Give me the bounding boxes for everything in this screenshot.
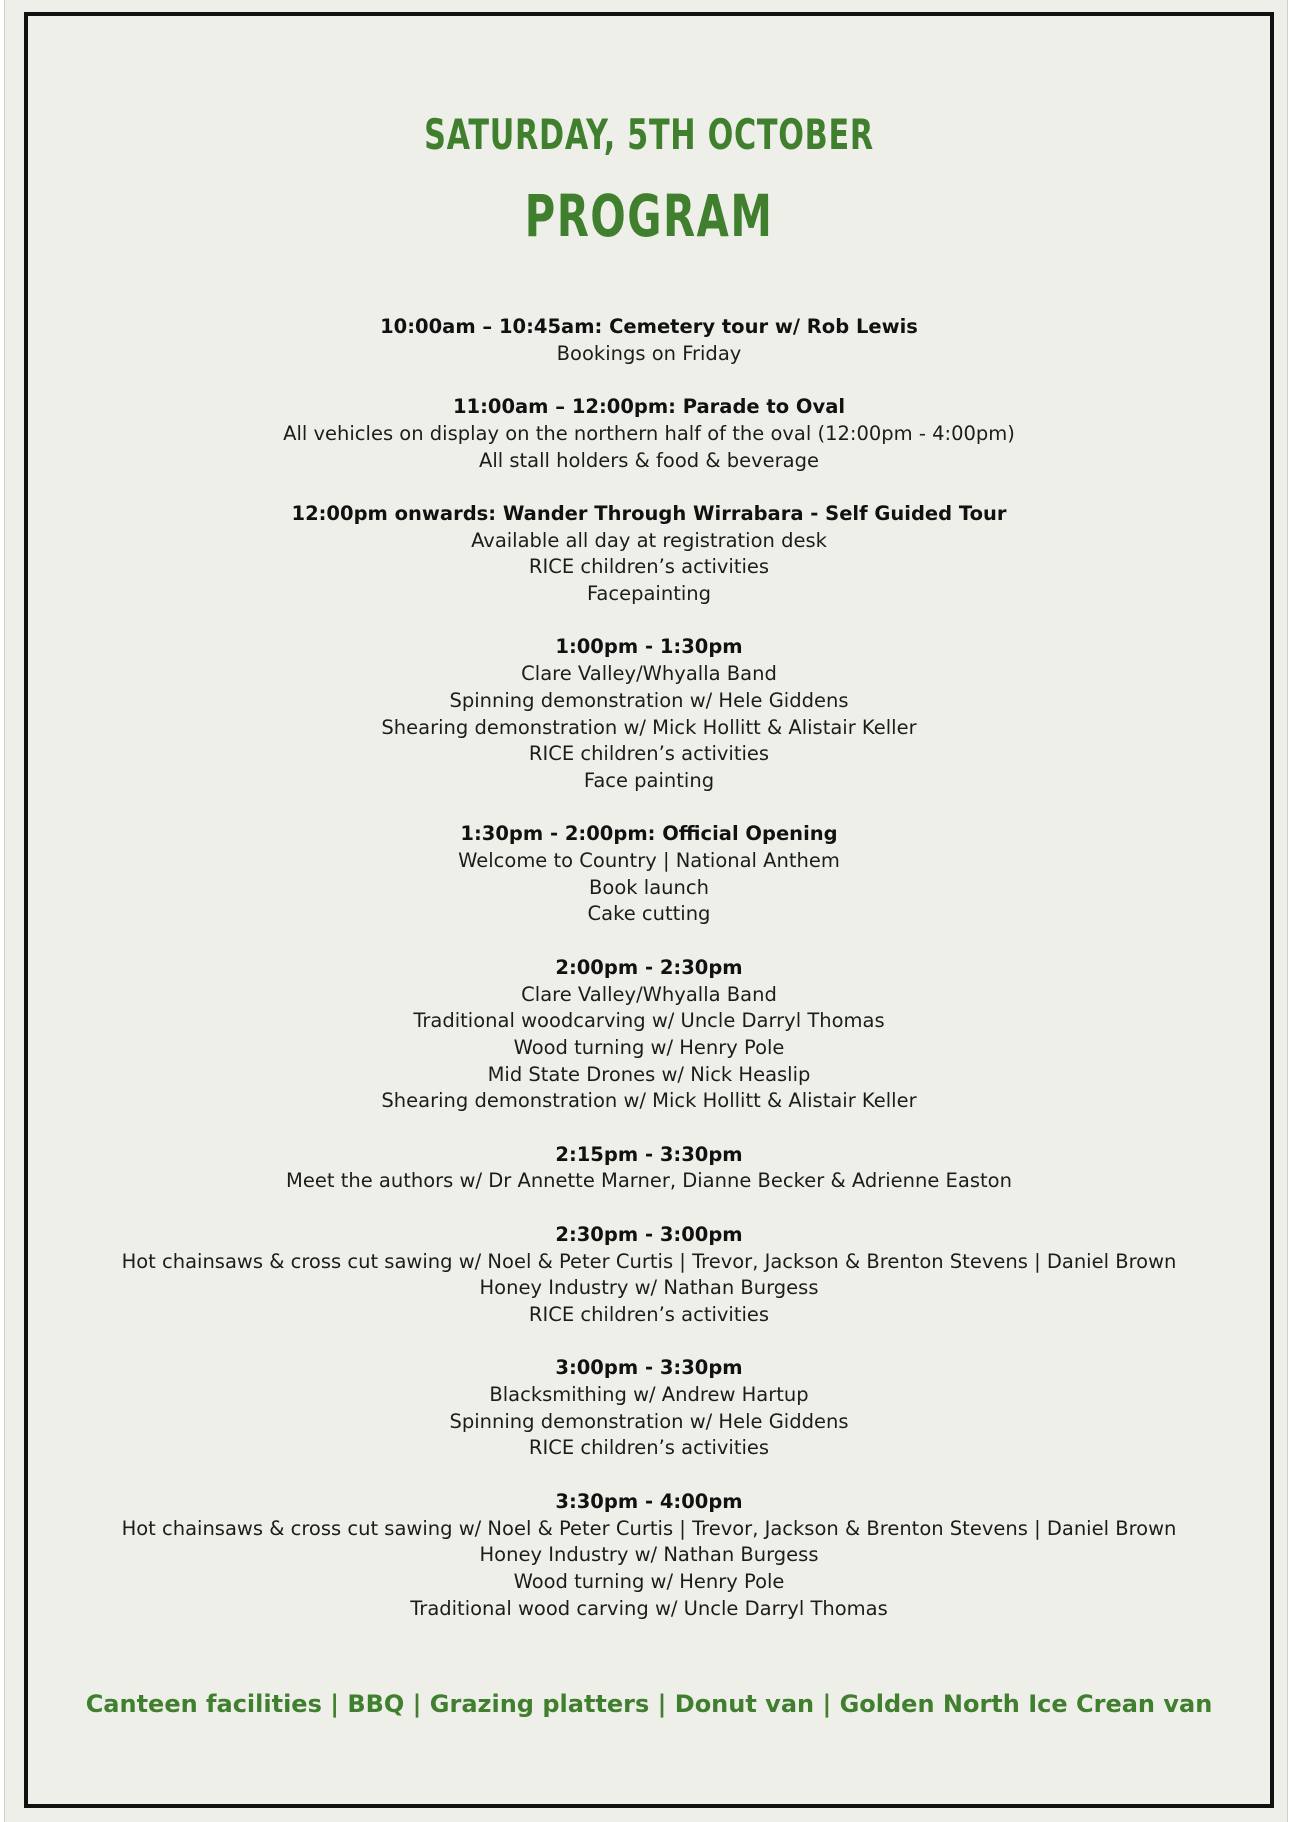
program-title: PROGRAM [524,182,774,250]
schedule-time: 1:00pm - 1:30pm [555,635,743,659]
schedule-item: Meet the authors w/ Dr Annette Marner, Dianne Becker & Adrienne Easton [286,1169,1012,1193]
schedule-item: Facepainting [587,582,711,605]
schedule-block [28,1222,1270,1329]
schedule-time: 2:00pm - 2:30pm [555,955,743,979]
schedule-item: Mid State Drones w/ Nick Heaslip [487,1062,811,1086]
schedule-item: Honey Industry w/ Nathan Burgess [479,1276,819,1300]
schedule-time: 1:30pm - 2:00pm: Official Opening [460,822,838,846]
schedule-item: Hot chainsaws & cross cut sawing w/ Noel & Peter Curtis | Trevor, Jackson & Brenton Stevens | Daniel Brown [121,1249,1177,1273]
schedule-block [28,955,1270,1115]
schedule-item: Traditional woodcarving w/ Uncle Darryl Thomas [413,1009,885,1033]
schedule-block [28,1142,1270,1195]
schedule-item: Wood turning w/ Henry Pole [513,1569,785,1593]
schedule-block [28,314,1270,367]
schedule-item: All vehicles on display on the northern half of the oval (12:00pm - 4:00pm) [283,421,1015,445]
schedule-item: RICE children’s activities [528,742,770,766]
schedule-block [28,1355,1270,1462]
schedule-list [28,314,1270,1649]
schedule-item: RICE children’s activities [528,555,770,579]
schedule-time: 2:30pm - 3:00pm [555,1222,743,1246]
schedule-item: RICE children’s activities [528,1436,770,1460]
schedule-item: Spinning demonstration w/ Hele Giddens [449,1409,849,1433]
schedule-time: 3:00pm - 3:30pm [555,1356,743,1380]
program-frame [24,12,1274,1808]
schedule-item: Shearing demonstration w/ Mick Hollitt & Alistair Keller [381,715,917,739]
schedule-item: Honey Industry w/ Nathan Burgess [479,1543,819,1567]
schedule-block [28,634,1270,794]
schedule-item: Shearing demonstration w/ Mick Hollitt & Alistair Keller [381,1089,917,1113]
schedule-item: Book launch [589,875,709,899]
schedule-item: Wood turning w/ Henry Pole [513,1035,785,1059]
schedule-item: Welcome to Country | National Anthem [458,849,840,872]
schedule-block [28,394,1270,474]
schedule-item: Bookings on Friday [556,341,742,365]
schedule-block [28,1489,1270,1623]
schedule-block [28,501,1270,608]
schedule-item: Face painting [583,768,715,792]
schedule-item: Spinning demonstration w/ Hele Giddens [449,688,849,712]
schedule-item: Clare Valley/Whyalla Band [521,662,777,686]
facilities-footer: Canteen facilities | BBQ | Grazing platters | Donut van | Golden North Ice Crean van [85,1690,1213,1718]
schedule-time: 10:00am – 10:45am: Cemetery tour w/ Rob Lewis [380,315,918,338]
schedule-item: Cake cutting [587,902,711,926]
schedule-item: Traditional wood carving w/ Uncle Darryl Thomas [410,1596,888,1620]
event-date-heading: SATURDAY, 5TH OCTOBER [424,110,874,159]
schedule-block [28,821,1270,928]
schedule-item: Clare Valley/Whyalla Band [521,982,777,1006]
schedule-time: 2:15pm - 3:30pm [555,1142,743,1166]
schedule-item: Available all day at registration desk [471,528,827,552]
schedule-time: 12:00pm onwards: Wander Through Wirrabara - Self Guided Tour [291,501,1007,525]
schedule-time: 3:30pm - 4:00pm [555,1489,743,1513]
schedule-item: Blacksmithing w/ Andrew Hartup [489,1383,809,1406]
schedule-time: 11:00am – 12:00pm: Parade to Oval [452,395,846,419]
schedule-item: RICE children’s activities [528,1302,770,1326]
page-sheet [4,0,1288,1822]
schedule-item: Hot chainsaws & cross cut sawing w/ Noel & Peter Curtis | Trevor, Jackson & Brenton Stevens | Daniel Brown [121,1516,1177,1540]
schedule-item: All stall holders & food & beverage [479,448,819,472]
